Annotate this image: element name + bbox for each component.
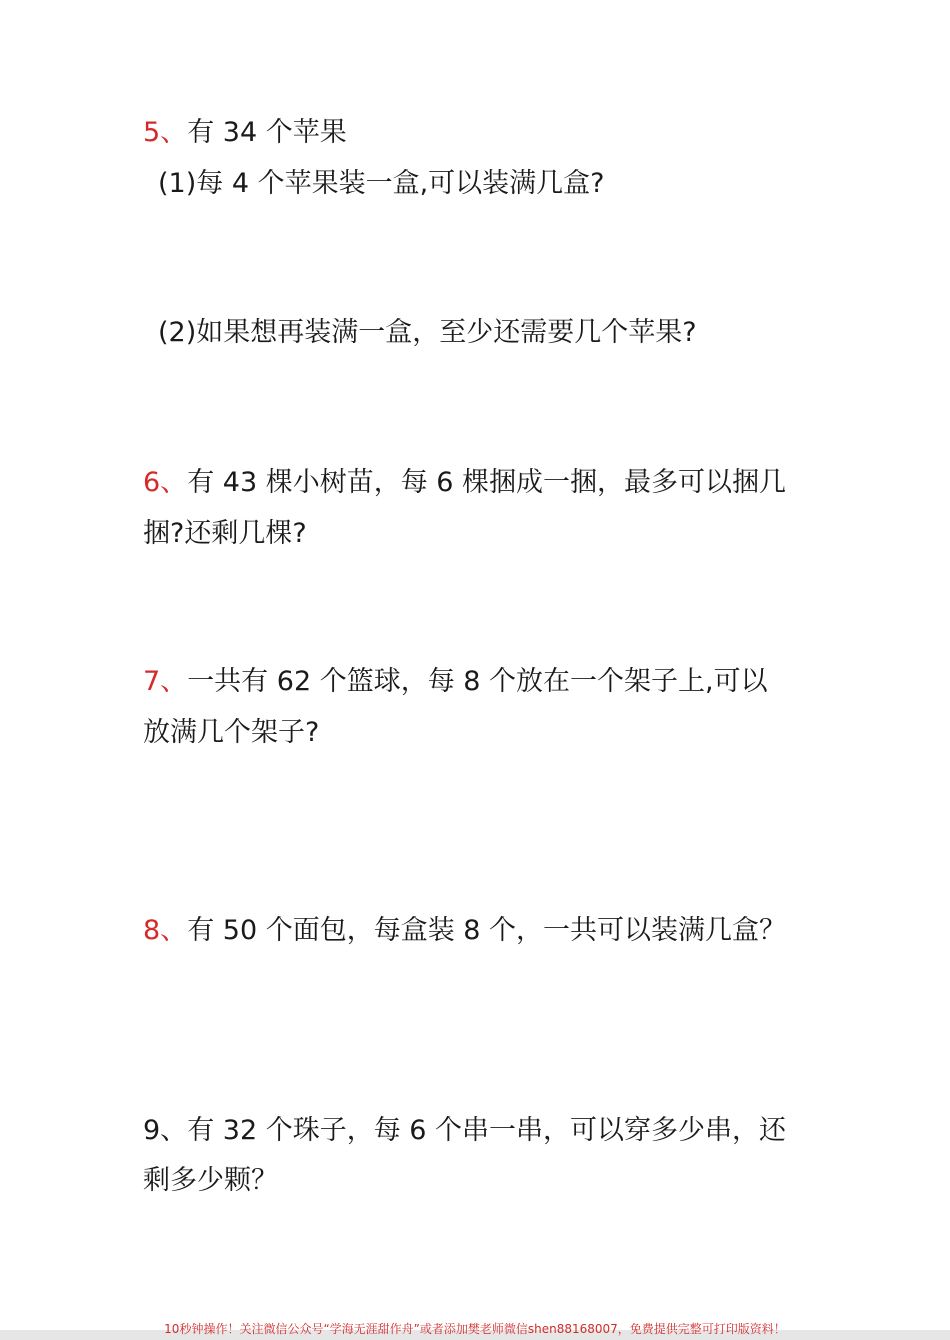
question-7-number: 7、	[143, 666, 188, 697]
question-8-number: 8、	[143, 915, 188, 946]
question-9-text-line-1: 有 32 个珠子，每 6 个串一串，可以穿多少串，还	[187, 1115, 787, 1146]
question-6-text-line-1: 有 43 棵小树苗，每 6 棵捆成一捆，最多可以捆几	[187, 467, 787, 498]
question-7-text-line-1: 一共有 62 个篮球，每 8 个放在一个架子上,可以	[187, 666, 768, 697]
question-6-text-line-2: 捆?还剩几棵?	[143, 518, 307, 549]
question-7	[143, 665, 823, 699]
question-5-part-2: (2)如果想再装满一盒，至少还需要几个苹果?	[158, 317, 697, 348]
question-5-part-1: (1)每 4 个苹果装一盒,可以装满几盒?	[158, 168, 605, 199]
question-9-text-line-2: 剩多少颗？	[143, 1165, 278, 1196]
question-9-number: 9、	[143, 1115, 188, 1146]
footer-promo-text: 10秒钟操作！关注微信公众号“学海无涯甜作舟”或者添加樊老师微信shen88168007，免费提供完整可打印版资料！	[164, 1322, 786, 1336]
question-5-text: 有 34 个苹果	[187, 117, 347, 148]
question-7-text-line-2: 放满几个架子?	[143, 717, 320, 748]
question-8	[143, 914, 823, 948]
question-5	[143, 116, 823, 150]
question-6-number: 6、	[143, 467, 188, 498]
question-5-number: 5、	[143, 117, 188, 148]
question-6	[143, 466, 823, 500]
question-9	[143, 1114, 823, 1148]
question-8-text: 有 50 个面包，每盒装 8 个，一共可以装满几盒？	[187, 915, 787, 946]
